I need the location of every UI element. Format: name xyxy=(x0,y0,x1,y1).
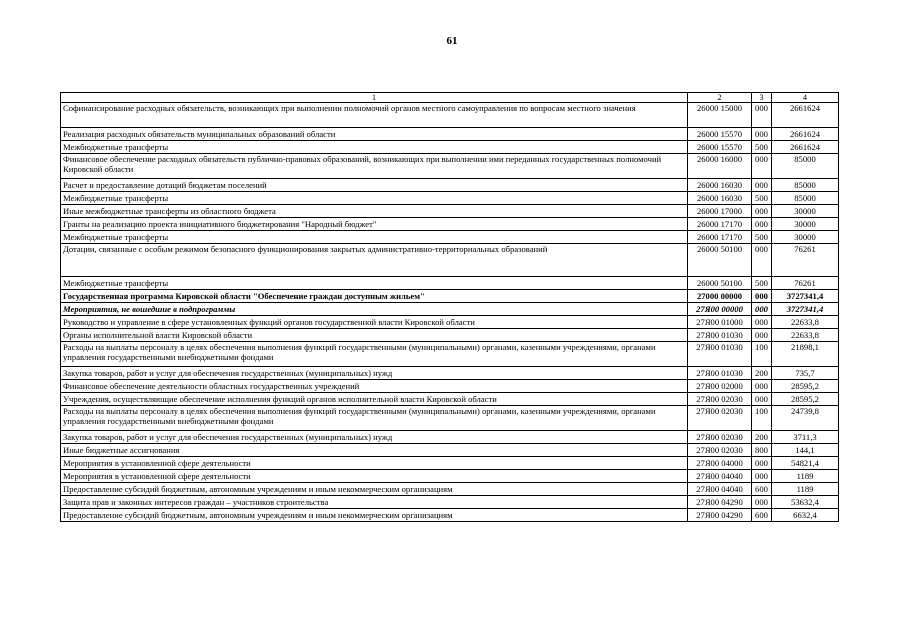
row-amount-cell: 144,1 xyxy=(772,444,839,457)
row-type-cell: 000 xyxy=(752,218,772,231)
row-code-cell: 26000 16000 xyxy=(688,154,752,179)
row-amount-cell: 30000 xyxy=(772,231,839,244)
table-row xyxy=(61,406,839,431)
row-name-cell: Закупка товаров, работ и услуг для обеспечения государственных (муниципальных) нужд xyxy=(61,431,688,444)
row-name-cell: Межбюджетные трансферты xyxy=(61,231,688,244)
row-name-cell: Расходы на выплаты персоналу в целях обеспечения выполнения функций государственными (муниципальными) органами, казенными учреждениями, органами управления государственными внебюджетными фондами xyxy=(61,342,688,367)
row-code-cell: 26000 15570 xyxy=(688,141,752,154)
row-type-cell: 600 xyxy=(752,483,772,496)
row-name-cell: Финансовое обеспечение расходных обязательств публично-правовых образований, возникающих при выполнении ими переданных государственных полномочий Кировской области xyxy=(61,154,688,179)
row-amount-cell: 1189 xyxy=(772,470,839,483)
table-row xyxy=(61,509,839,522)
row-code-cell: 27Я00 01030 xyxy=(688,367,752,380)
row-amount-cell: 76261 xyxy=(772,244,839,277)
row-amount-cell: 85000 xyxy=(772,154,839,179)
row-amount-cell: 53632,4 xyxy=(772,496,839,509)
row-code-cell: 26000 15570 xyxy=(688,128,752,141)
row-type-cell: 000 xyxy=(752,393,772,406)
row-amount-cell: 24739,8 xyxy=(772,406,839,431)
row-code-cell: 27Я00 02000 xyxy=(688,380,752,393)
row-amount-cell: 85000 xyxy=(772,179,839,192)
row-amount-cell: 22633,8 xyxy=(772,329,839,342)
row-name-cell: Межбюджетные трансферты xyxy=(61,277,688,290)
table-row xyxy=(61,444,839,457)
row-code-cell: 26000 16030 xyxy=(688,179,752,192)
budget-table xyxy=(60,92,839,522)
row-amount-cell: 28595,2 xyxy=(772,380,839,393)
row-code-cell: 27Я00 00000 xyxy=(688,303,752,316)
row-name-cell: Государственная программа Кировской области "Обеспечение граждан доступным жильем" xyxy=(61,290,688,303)
row-name-cell: Софинансирование расходных обязательств, возникающих при выполнении полномочий органов местного самоуправления по вопросам местного значения xyxy=(61,103,688,128)
row-name-cell: Иные бюджетные ассигнования xyxy=(61,444,688,457)
row-type-cell: 000 xyxy=(752,205,772,218)
table-row xyxy=(61,179,839,192)
row-code-cell: 27Я00 01030 xyxy=(688,329,752,342)
table-row xyxy=(61,141,839,154)
table-row xyxy=(61,496,839,509)
table-row xyxy=(61,367,839,380)
row-name-cell: Межбюджетные трансферты xyxy=(61,141,688,154)
row-name-cell: Закупка товаров, работ и услуг для обеспечения государственных (муниципальных) нужд xyxy=(61,367,688,380)
row-code-cell: 27Я00 04000 xyxy=(688,457,752,470)
table-row xyxy=(61,192,839,205)
table-row xyxy=(61,218,839,231)
row-type-cell: 000 xyxy=(752,457,772,470)
column-header-code: 2 xyxy=(688,93,752,103)
row-type-cell: 600 xyxy=(752,509,772,522)
row-name-cell: Дотации, связанные с особым режимом безопасного функционирования закрытых административно-территориальных образований xyxy=(61,244,688,277)
row-code-cell: 27Я00 02030 xyxy=(688,444,752,457)
table-row xyxy=(61,457,839,470)
table-row xyxy=(61,128,839,141)
row-type-cell: 200 xyxy=(752,431,772,444)
row-type-cell: 100 xyxy=(752,406,772,431)
row-amount-cell: 85000 xyxy=(772,192,839,205)
row-amount-cell: 3727341,4 xyxy=(772,303,839,316)
row-name-cell: Защита прав и законных интересов граждан – участников строительства xyxy=(61,496,688,509)
row-amount-cell: 2661624 xyxy=(772,128,839,141)
row-type-cell: 000 xyxy=(752,154,772,179)
row-type-cell: 200 xyxy=(752,367,772,380)
column-header-type: 3 xyxy=(752,93,772,103)
column-header-name: 1 xyxy=(61,93,688,103)
table-row xyxy=(61,342,839,367)
table-row xyxy=(61,483,839,496)
row-code-cell: 26000 15000 xyxy=(688,103,752,128)
table-row xyxy=(61,393,839,406)
row-code-cell: 27Я00 04290 xyxy=(688,496,752,509)
row-code-cell: 27Я00 02030 xyxy=(688,431,752,444)
row-amount-cell: 735,7 xyxy=(772,367,839,380)
row-code-cell: 26000 17170 xyxy=(688,231,752,244)
table-header-row xyxy=(61,93,839,103)
row-name-cell: Учреждения, осуществляющие обеспечение исполнения функций органов исполнительной власти Кировской области xyxy=(61,393,688,406)
row-type-cell: 500 xyxy=(752,277,772,290)
row-name-cell: Межбюджетные трансферты xyxy=(61,192,688,205)
row-name-cell: Расчет и предоставление дотаций бюджетам поселений xyxy=(61,179,688,192)
row-code-cell: 27Я00 02030 xyxy=(688,393,752,406)
row-type-cell: 000 xyxy=(752,496,772,509)
table-row xyxy=(61,154,839,179)
row-code-cell: 26000 17000 xyxy=(688,205,752,218)
table-row xyxy=(61,244,839,277)
row-code-cell: 27Я00 04040 xyxy=(688,470,752,483)
row-type-cell: 000 xyxy=(752,179,772,192)
page-number: 61 xyxy=(446,35,458,47)
table-row xyxy=(61,205,839,218)
row-code-cell: 27000 00000 xyxy=(688,290,752,303)
row-type-cell: 000 xyxy=(752,128,772,141)
row-amount-cell: 2661624 xyxy=(772,103,839,128)
table-row xyxy=(61,431,839,444)
row-type-cell: 500 xyxy=(752,231,772,244)
row-type-cell: 000 xyxy=(752,470,772,483)
row-type-cell: 000 xyxy=(752,244,772,277)
row-type-cell: 000 xyxy=(752,329,772,342)
row-name-cell: Предоставление субсидий бюджетным, автономным учреждениям и иным некоммерческим организациям xyxy=(61,509,688,522)
row-type-cell: 000 xyxy=(752,103,772,128)
row-code-cell: 27Я00 04040 xyxy=(688,483,752,496)
row-name-cell: Расходы на выплаты персоналу в целях обеспечения выполнения функций государственными (муниципальными) органами, казенными учреждениями, органами управления государственными внебюджетными фондами xyxy=(61,406,688,431)
table-row xyxy=(61,380,839,393)
row-name-cell: Финансовое обеспечение деятельности областных государственных учреждений xyxy=(61,380,688,393)
table-row xyxy=(61,290,839,303)
row-code-cell: 26000 50100 xyxy=(688,244,752,277)
row-amount-cell: 28595,2 xyxy=(772,393,839,406)
table-row xyxy=(61,231,839,244)
row-type-cell: 800 xyxy=(752,444,772,457)
row-type-cell: 000 xyxy=(752,290,772,303)
row-amount-cell: 2661624 xyxy=(772,141,839,154)
row-code-cell: 27Я00 01030 xyxy=(688,342,752,367)
table-row xyxy=(61,277,839,290)
row-amount-cell: 21898,1 xyxy=(772,342,839,367)
row-type-cell: 500 xyxy=(752,141,772,154)
row-amount-cell: 76261 xyxy=(772,277,839,290)
row-amount-cell: 1189 xyxy=(772,483,839,496)
row-name-cell: Гранты на реализацию проекта инициативного бюджетирования "Народный бюджет" xyxy=(61,218,688,231)
row-name-cell: Реализация расходных обязательств муниципальных образований области xyxy=(61,128,688,141)
row-name-cell: Иные межбюджетные трансферты из областного бюджета xyxy=(61,205,688,218)
table-row xyxy=(61,470,839,483)
row-type-cell: 500 xyxy=(752,192,772,205)
row-amount-cell: 6632,4 xyxy=(772,509,839,522)
row-name-cell: Мероприятия, не вошедшие в подпрограммы xyxy=(61,303,688,316)
table-row xyxy=(61,316,839,329)
row-type-cell: 000 xyxy=(752,380,772,393)
table-row xyxy=(61,303,839,316)
row-code-cell: 27Я00 02030 xyxy=(688,406,752,431)
row-code-cell: 26000 17170 xyxy=(688,218,752,231)
row-type-cell: 000 xyxy=(752,316,772,329)
row-code-cell: 27Я00 01000 xyxy=(688,316,752,329)
table-body xyxy=(61,103,839,522)
row-code-cell: 26000 16030 xyxy=(688,192,752,205)
column-header-amount: 4 xyxy=(772,93,839,103)
row-amount-cell: 54821,4 xyxy=(772,457,839,470)
row-amount-cell: 30000 xyxy=(772,205,839,218)
table-row xyxy=(61,329,839,342)
row-name-cell: Предоставление субсидий бюджетным, автономным учреждениям и иным некоммерческим организациям xyxy=(61,483,688,496)
row-amount-cell: 3711,3 xyxy=(772,431,839,444)
row-code-cell: 27Я00 04290 xyxy=(688,509,752,522)
row-amount-cell: 30000 xyxy=(772,218,839,231)
row-amount-cell: 22633,8 xyxy=(772,316,839,329)
row-type-cell: 100 xyxy=(752,342,772,367)
row-name-cell: Мероприятия в установленной сфере деятельности xyxy=(61,470,688,483)
row-name-cell: Органы исполнительной власти Кировской области xyxy=(61,329,688,342)
row-type-cell: 000 xyxy=(752,303,772,316)
row-amount-cell: 3727341,4 xyxy=(772,290,839,303)
table-row xyxy=(61,103,839,128)
row-name-cell: Мероприятия в установленной сфере деятельности xyxy=(61,457,688,470)
row-name-cell: Руководство и управление в сфере установленных функций органов государственной власти Кировской области xyxy=(61,316,688,329)
row-code-cell: 26000 50100 xyxy=(688,277,752,290)
